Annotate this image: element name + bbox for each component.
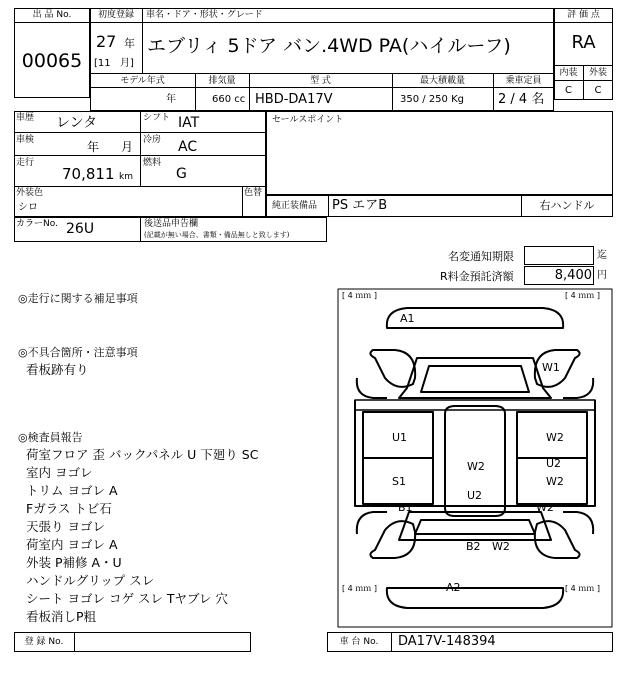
defect-item: 看板跡有り <box>26 362 89 377</box>
damage-mark: W2 <box>546 431 564 444</box>
damage-mark: S1 <box>392 475 406 488</box>
deadline-unit: 迄 <box>597 250 607 261</box>
aftermarket-label: 後送品申告欄 <box>144 219 199 229</box>
history: レンタ <box>56 115 98 131</box>
sales-point-label: セールスポイント <box>272 115 344 125</box>
displacement-label: 排気量 <box>208 76 236 86</box>
mileage-unit: km <box>119 172 133 182</box>
mileage: 70,811 <box>62 165 115 183</box>
damage-mark: B1 <box>398 501 413 514</box>
exterior-grade: C <box>594 85 602 96</box>
mileage-label: 走行 <box>16 158 35 168</box>
inspector-item: トリム ヨゴレ A <box>26 483 118 498</box>
tire-rear-left: [ 4 ｍｍ ] <box>342 584 377 593</box>
tire-rear-right: [ 4 ｍｍ ] <box>565 584 600 593</box>
damage-mark: W2 <box>492 540 510 553</box>
damage-mark: W2 <box>546 475 564 488</box>
tire-front-right: [ 4 ｍｍ ] <box>565 291 600 300</box>
recycle-amount: 8,400 <box>554 268 592 283</box>
inspector-item: 荷室内 ヨゴレ A <box>26 537 118 552</box>
inspector-item: ハンドルグリップ スレ <box>26 573 155 588</box>
inspector-item: 天張り ヨゴレ <box>26 519 105 534</box>
inspection-month-unit: 月 <box>121 140 134 154</box>
aftermarket-note: (記載が無い場合、書類・備品無しと致します) <box>144 231 290 239</box>
exterior-label: 外装 <box>588 68 607 78</box>
inspector-item: 看板消しP粗 <box>26 609 97 624</box>
model-year-label: モデル年式 <box>120 76 165 86</box>
deadline-field <box>524 246 594 265</box>
interior-grade: C <box>565 85 572 96</box>
exterior-color: シロ <box>18 202 38 213</box>
damage-mark: W1 <box>542 361 560 374</box>
recycle-unit: 円 <box>597 270 607 281</box>
registration-label: 登 録 No. <box>24 637 64 647</box>
model-year-unit: 年 <box>166 94 176 105</box>
inspector-item: シート ヨゴレ コゲ スレ Tヤブレ 穴 <box>26 591 229 606</box>
inspector-item: 室内 ヨゴレ <box>26 465 93 480</box>
chassis-number: DA17V-148394 <box>398 634 496 649</box>
equipment-label: 純正装備品 <box>272 201 318 211</box>
max-load: 350 / 250 Kg <box>400 94 464 105</box>
chassis-label: 車 台 No. <box>339 637 379 647</box>
ac-label: 冷房 <box>143 135 162 145</box>
damage-diagram <box>337 288 613 628</box>
damage-mark: A2 <box>446 581 461 594</box>
damage-mark: U2 <box>546 457 562 470</box>
history-label: 車歴 <box>16 113 35 123</box>
damage-mark: A1 <box>400 312 415 325</box>
inspector-item: 外装 P補修 A・U <box>26 555 122 570</box>
damage-mark: U1 <box>392 431 408 444</box>
equipment: PS エアB <box>332 198 388 213</box>
registration-year: 27 <box>96 32 117 51</box>
inspection-label: 車検 <box>16 135 35 145</box>
type-label: 型 式 <box>310 76 331 86</box>
inspector-item: 荷室フロア 歪 バックパネル U 下廻り SC <box>26 447 259 462</box>
shift: IAT <box>178 115 200 131</box>
lot-number: 00065 <box>21 50 83 72</box>
max-load-label: 最大積載量 <box>419 76 465 86</box>
car-name: エブリィ 5ドア バン.4WD PA(ハイルーフ) <box>147 35 511 57</box>
color-no: 26U <box>66 221 95 237</box>
displacement: 660 cc <box>212 94 246 105</box>
damage-mark: W2 <box>536 501 554 514</box>
rating-label: 評 価 点 <box>567 10 600 20</box>
model-code: HBD-DA17V <box>255 92 333 107</box>
registration-year-unit: 年 <box>124 37 135 50</box>
registration-month-unit: 月] <box>120 58 134 69</box>
inspector-title: ◎検査員報告 <box>18 431 83 444</box>
shift-label: シフト <box>143 113 171 123</box>
fuel: G <box>176 166 187 182</box>
tire-front-left: [ 4 ｍｍ ] <box>342 291 377 300</box>
damage-mark: U2 <box>467 489 483 502</box>
car-name-label: 車名・ドア・形状・グレード <box>146 10 263 20</box>
exterior-color-label: 外装色 <box>16 188 44 198</box>
repaint-label: 色替 <box>244 188 263 198</box>
fuel-label: 燃料 <box>143 158 162 168</box>
damage-mark: B2 <box>466 540 481 553</box>
color-no-label: カラーNo. <box>16 219 58 229</box>
inspector-item: Fガラス トビ石 <box>26 501 112 516</box>
defects-title: ◎不具合箇所・注意事項 <box>18 346 138 359</box>
steering: 右ハンドル <box>539 199 595 212</box>
lot-label: 出 品 No. <box>32 10 72 20</box>
registration-month: [11 <box>94 58 111 69</box>
inspection-year-unit: 年 <box>87 140 100 154</box>
damage-mark: W2 <box>467 460 485 473</box>
capacity: 2 / 4 名 <box>498 92 545 107</box>
recycle-label: R料金預託済額 <box>440 270 514 283</box>
driving-notes-title: ◎走行に関する補足事項 <box>18 292 138 305</box>
ac: AC <box>178 139 198 155</box>
interior-label: 内装 <box>559 68 578 78</box>
deadline-label: 名変通知期限 <box>448 250 514 263</box>
rating-value: RA <box>571 32 596 53</box>
first-registration-label: 初度登録 <box>97 10 134 20</box>
capacity-label: 乗車定員 <box>505 76 542 86</box>
